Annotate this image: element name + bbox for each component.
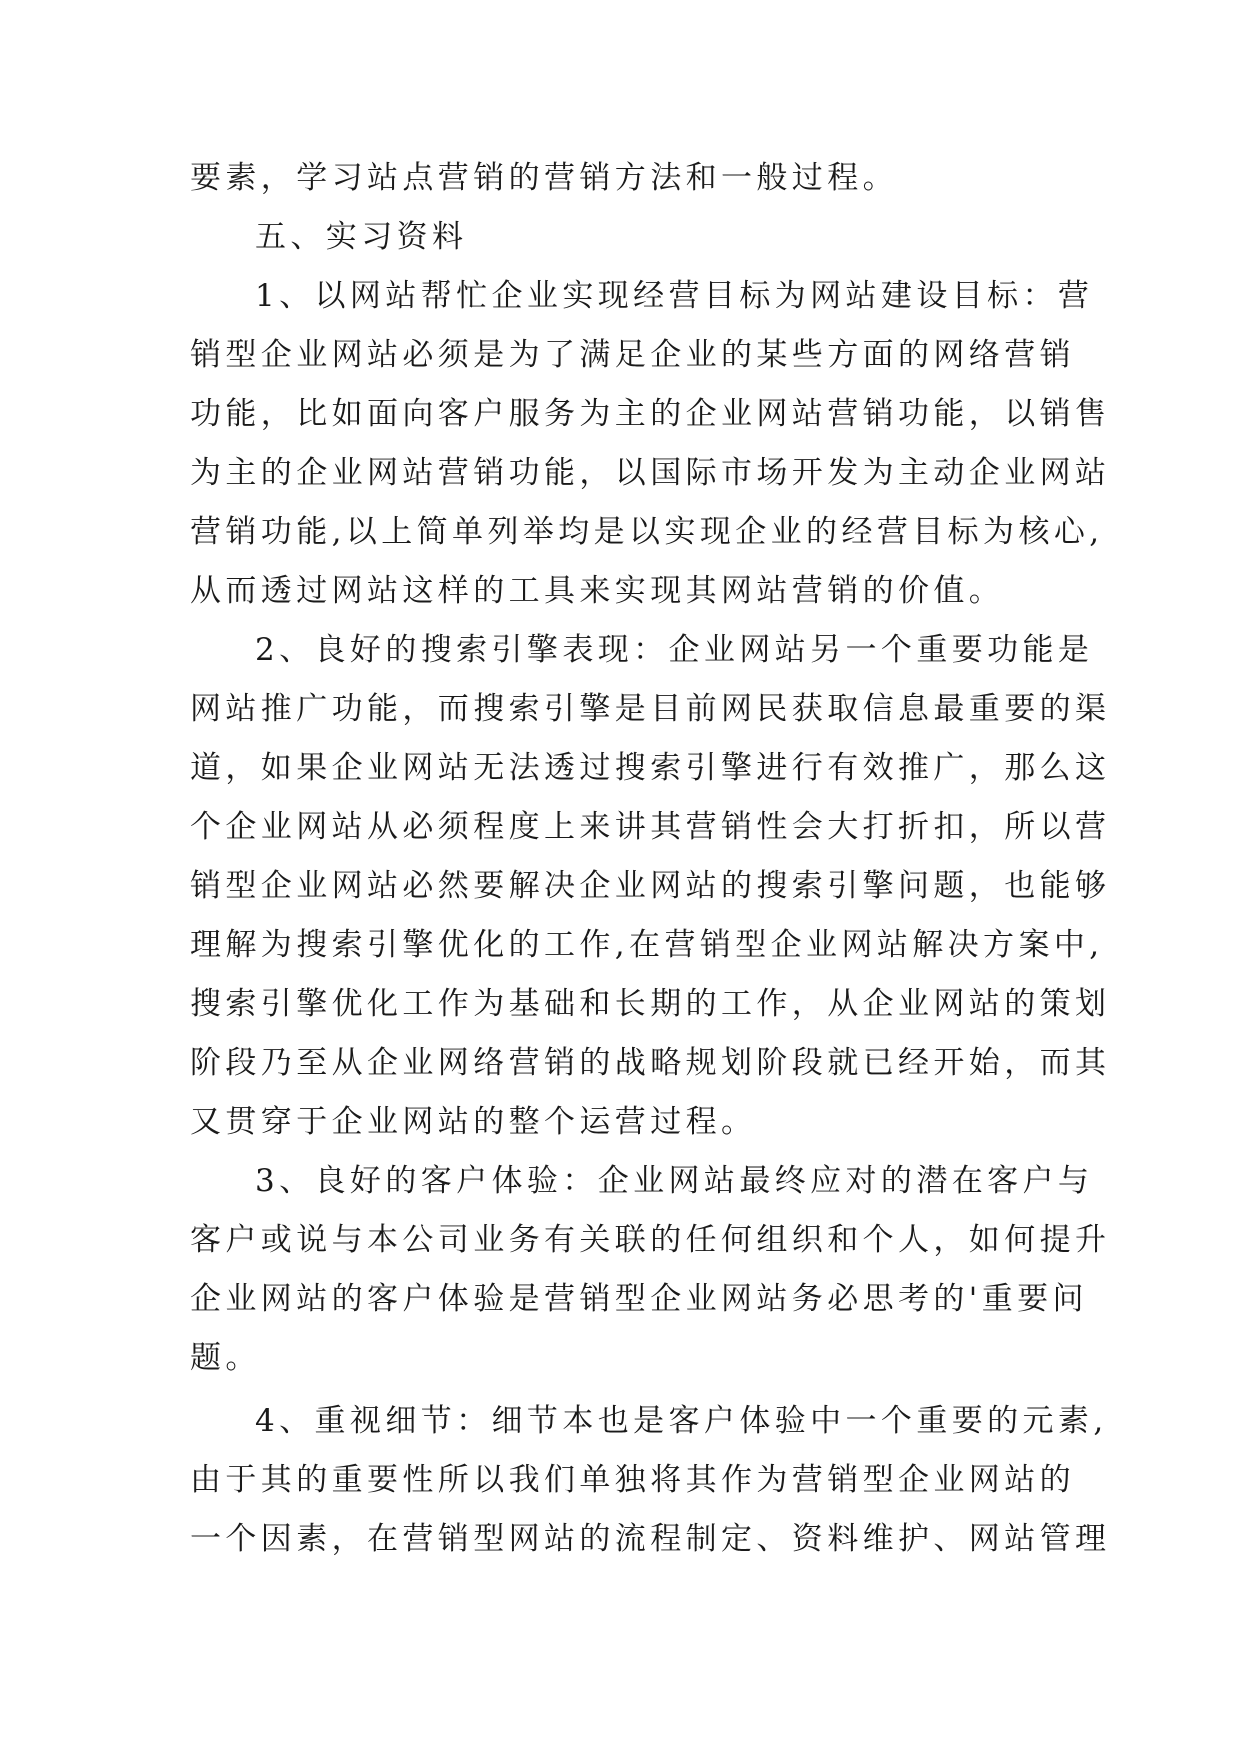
text-line-4: 销型企业网站必须是为了满足企业的某些方面的网络营销	[190, 337, 1075, 373]
text-line-13: 销型企业网站必然要解决企业网站的搜索引擎问题，也能够	[190, 868, 1111, 904]
text-line-9: 2、良好的搜索引擎表现：企业网站另一个重要功能是	[255, 632, 1094, 668]
text-line-18: 3、良好的客户体验：企业网站最终应对的潜在客户与	[255, 1163, 1094, 1199]
text-line-19: 客户或说与本公司业务有关联的任何组织和个人，如何提升	[190, 1222, 1111, 1258]
text-line-3: 1、以网站帮忙企业实现经营目标为网站建设目标：营	[255, 278, 1094, 314]
text-line-15: 搜索引擎优化工作为基础和长期的工作，从企业网站的策划	[190, 986, 1111, 1022]
text-line-11: 道，如果企业网站无法透过搜索引擎进行有效推广，那么这	[190, 750, 1111, 786]
text-line-17: 又贯穿于企业网站的整个运营过程。	[190, 1104, 757, 1140]
text-line-5: 功能，比如面向客户服务为主的企业网站营销功能，以销售	[190, 396, 1111, 432]
text-line-22: 4、重视细节：细节本也是客户体验中一个重要的元素,	[255, 1403, 1108, 1439]
text-line-8: 从而透过网站这样的工具来实现其网站营销的价值。	[190, 573, 1005, 609]
text-line-12: 个企业网站从必须程度上来讲其营销性会大打折扣，所以营	[190, 809, 1111, 845]
text-line-20: 企业网站的客户体验是营销型企业网站务必思考的'重要问	[190, 1281, 1088, 1317]
text-line-6: 为主的企业网站营销功能，以国际市场开发为主动企业网站	[190, 455, 1111, 491]
text-line-23: 由于其的重要性所以我们单独将其作为营销型企业网站的	[190, 1462, 1075, 1498]
text-line-21: 题。	[190, 1340, 261, 1376]
text-line-1: 要素，学习站点营销的营销方法和一般过程。	[190, 160, 898, 196]
text-line-7: 营销功能,以上简单列举均是以实现企业的经营目标为核心,	[190, 514, 1104, 550]
text-line-10: 网站推广功能，而搜索引擎是目前网民获取信息最重要的渠	[190, 691, 1111, 727]
section-heading-5: 五、实习资料	[255, 219, 468, 255]
text-line-24: 一个因素，在营销型网站的流程制定、资料维护、网站管理	[190, 1521, 1111, 1557]
text-line-14: 理解为搜索引擎优化的工作,在营销型企业网站解决方案中,	[190, 927, 1104, 963]
text-line-16: 阶段乃至从企业网络营销的战略规划阶段就已经开始，而其	[190, 1045, 1111, 1081]
